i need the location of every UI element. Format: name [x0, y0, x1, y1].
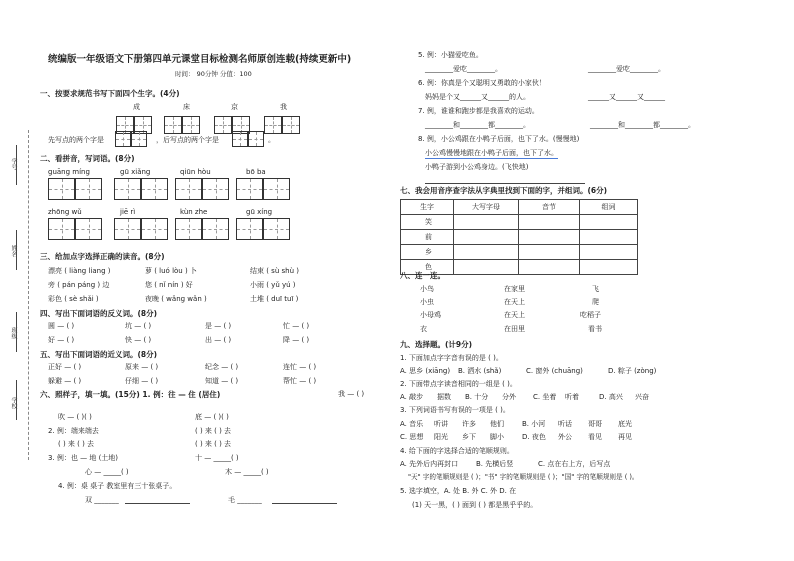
r-q5b[interactable]: ________爱吃________。 — [425, 65, 502, 73]
section-1-heading: 一、按要求规范书写下面四个生字。(4分) — [40, 89, 180, 98]
table-cell[interactable] — [454, 260, 519, 275]
option[interactable]: C. 思想 — [400, 433, 424, 441]
match-mid[interactable]: 在天上 — [504, 298, 525, 306]
match-left[interactable]: 小鸟 — [420, 285, 434, 293]
r-q7b[interactable]: ________和________都________。 — [425, 121, 530, 129]
char-wo: 我 — [280, 103, 287, 111]
option[interactable]: D. 粽子 (zòng) — [608, 367, 657, 375]
table-cell[interactable] — [580, 215, 638, 230]
table-header: 音节 — [519, 200, 580, 215]
pinyin-box[interactable] — [175, 218, 202, 240]
option[interactable]: C. 坐着 — [533, 393, 557, 401]
antonym-item[interactable]: 坑 — ( ) — [125, 322, 152, 330]
option[interactable]: 底光 — [618, 420, 632, 428]
antonym-item[interactable]: 快 — ( ) — [125, 336, 152, 344]
s9-q4b[interactable]: "天" 字的笔顺规则是 ( )；"书" 字的笔顺规则是 ( )；"国" 字的笔顺规则是 ( )。 — [408, 473, 639, 481]
pinyin-box[interactable] — [141, 178, 168, 200]
section-2-heading: 二、看拼音，写词语。(8分) — [40, 154, 135, 163]
char-jing: 京 — [231, 103, 238, 111]
option[interactable]: 脚小 — [490, 433, 504, 441]
option[interactable]: 乡下 — [462, 433, 476, 441]
pinyin-box[interactable] — [236, 178, 263, 200]
table-char: 前 — [401, 230, 454, 245]
option[interactable]: 听着 — [565, 393, 579, 401]
option[interactable]: D. 夜色 — [522, 433, 546, 441]
option[interactable]: D. 高兴 — [599, 393, 623, 401]
s6-l3a: 3. 例：也 — 地 (土地) — [48, 454, 119, 462]
table-cell[interactable] — [580, 230, 638, 245]
option[interactable]: 听讲 — [434, 420, 448, 428]
option[interactable]: 哥哥 — [588, 420, 602, 428]
match-left[interactable]: 衣 — [420, 325, 427, 333]
match-mid[interactable]: 在家里 — [504, 285, 525, 293]
match-right[interactable]: 看书 — [588, 325, 602, 333]
option[interactable]: A. 音乐 — [400, 420, 424, 428]
reading-item[interactable]: 结束 ( sù shù ) — [250, 267, 299, 275]
s6-line1a[interactable]: 吹 — ( )( ) — [58, 413, 92, 421]
writing-box[interactable] — [182, 116, 200, 134]
synonym-item[interactable]: 躲避 — ( ) — [48, 377, 82, 385]
table-header: 生字 — [401, 200, 454, 215]
reading-item[interactable]: 彩色 ( sè shǎi ) — [48, 295, 99, 303]
pinyin-box[interactable] — [48, 178, 75, 200]
s9-q2: 2. 下面带点字读音相同的一组是 ( )。 — [400, 380, 517, 388]
table-cell[interactable] — [580, 245, 638, 260]
sidebar-label-xuehao: 学号 — [10, 158, 17, 170]
pinyin-box[interactable] — [263, 178, 290, 200]
char-cheng: 成 — [133, 103, 140, 111]
antonym-item[interactable]: 是 — ( ) — [205, 322, 232, 330]
option[interactable]: 分外 — [502, 393, 516, 401]
r-q8b: 小公鸡慢慢地跟在小鸭子后面，也下了水。 — [425, 149, 558, 157]
r-q6b[interactable]: 妈妈是个又______又______的人。 — [425, 93, 530, 101]
answer-box[interactable] — [131, 131, 147, 147]
option[interactable]: B. 十分 — [465, 393, 489, 401]
writing-box[interactable] — [214, 116, 232, 134]
option[interactable]: 外公 — [558, 433, 572, 441]
s6-l3b[interactable]: 十 — _____( ) — [195, 454, 239, 462]
table-header: 大写字母 — [454, 200, 519, 215]
r-q6c[interactable]: ______又______又______ — [588, 93, 665, 101]
table-char: 色 — [401, 260, 454, 275]
s6-line1b[interactable]: 底 — ( )( ) — [195, 413, 229, 421]
char-chuang: 床 — [183, 103, 190, 111]
answer-box[interactable] — [232, 131, 248, 147]
pinyin: guāng míng — [48, 168, 90, 176]
reading-item[interactable]: 萝 ( luó lòu ) 卜 — [145, 267, 197, 275]
synonym-item[interactable]: 帮忙 — ( ) — [283, 377, 317, 385]
reading-item[interactable]: 小雨 ( yǔ yú ) — [250, 281, 296, 289]
table-header: 组词 — [580, 200, 638, 215]
s6-l4a: 4. 例：桌 桌子 教室里有三十张桌子。 — [58, 482, 177, 490]
match-right[interactable]: 吃稻子 — [580, 311, 601, 319]
answer-line[interactable] — [125, 503, 190, 504]
s1-end: 。 — [268, 136, 275, 144]
s9-q4: 4. 给下面的字选择合适的笔顺规则。 — [400, 447, 514, 455]
match-mid[interactable]: 在天上 — [504, 311, 525, 319]
r-q6: 6. 例：你真是个又聪明又勇敢的小家伙！ — [418, 79, 546, 87]
binding-line — [28, 130, 29, 460]
section-3-heading: 三、给加点字选择正确的读音。(8分) — [40, 252, 165, 261]
s9-q5b[interactable]: (1) 天一黑，( ) 面到 ( ) 都是黑乎乎的。 — [412, 501, 538, 509]
answer-box[interactable] — [248, 131, 264, 147]
match-left[interactable]: 小虫 — [420, 298, 434, 306]
antonym-item[interactable]: 降 — ( ) — [283, 336, 310, 344]
section-7-heading: 七、我会用音序查字法从字典里找到下面的字，并组词。(6分) — [400, 186, 608, 195]
pinyin: qiūn hòu — [180, 168, 211, 176]
option[interactable]: 兴奋 — [635, 393, 649, 401]
pinyin-box[interactable] — [263, 218, 290, 240]
sidebar-label-xingming: 姓名 — [10, 245, 17, 257]
table-cell[interactable] — [454, 215, 519, 230]
pinyin: bō ba — [246, 168, 266, 176]
pinyin-box[interactable] — [48, 218, 75, 240]
r-q7: 7. 例，谁谁和跑步都是我喜欢的运动。 — [418, 107, 539, 115]
s1-text1: 先写点的两个字是 — [48, 136, 104, 144]
s6-l2b[interactable]: ( ) 来 ( ) 去 — [195, 427, 232, 435]
match-mid[interactable]: 在田里 — [504, 325, 525, 333]
sidebar-blank[interactable] — [16, 312, 18, 352]
section-4-heading: 四、写出下面词语的反义词。(8分) — [40, 309, 158, 318]
synonym-item[interactable]: 正好 — ( ) — [48, 363, 82, 371]
synonym-item[interactable]: 连忙 — ( ) — [283, 363, 317, 371]
writing-box[interactable] — [164, 116, 182, 134]
pinyin-box[interactable] — [175, 178, 202, 200]
table-cell[interactable] — [454, 230, 519, 245]
s1-text2: ，后写点的两个字是 — [156, 136, 219, 144]
table-cell[interactable] — [580, 260, 638, 275]
option[interactable]: C. 窗外 (chuāng) — [526, 367, 583, 375]
reading-item[interactable]: 漂亮 ( liàng liang ) — [48, 267, 111, 275]
option[interactable]: B. 先横后竖 — [476, 460, 514, 468]
section-6-heading: 六、照样子，填一填。(15分) 1. 例：往 — 住 (居住) — [40, 390, 221, 399]
sidebar-blank[interactable] — [16, 145, 18, 185]
s6-l4b[interactable]: 双 _______ — [85, 496, 119, 504]
s9-q3: 3. 下列词语书写有误的一项是 ( )。 — [400, 406, 510, 414]
pinyin-box[interactable] — [141, 218, 168, 240]
antonym-item[interactable]: 出 — ( ) — [205, 336, 232, 344]
r-q7c[interactable]: ________和________都________。 — [590, 121, 695, 129]
answer-box[interactable] — [115, 131, 131, 147]
match-left[interactable]: 小母鸡 — [420, 311, 441, 319]
option[interactable]: 看见 — [588, 433, 602, 441]
sidebar-label-xuexiao: 学校 — [10, 397, 17, 409]
exam-meta: 时间： 90分钟 分值：100 — [175, 70, 252, 78]
answer-line[interactable] — [425, 183, 585, 184]
r-q8: 8. 例，小公鸡跟在小鸭子后面，也下了水。(慢慢地) — [418, 135, 580, 143]
table-char: 乡 — [401, 245, 454, 260]
reading-item[interactable]: 夜晚 ( wǎnɡ wǎn ) — [145, 295, 207, 303]
writing-box[interactable] — [264, 116, 282, 134]
pinyin: gū xiǎng — [120, 168, 151, 176]
r-q5: 5. 例：小猫爱吃鱼。 — [418, 51, 483, 59]
option[interactable]: A. 先外后内再封口 — [400, 460, 459, 468]
table-cell[interactable] — [519, 230, 580, 245]
antonym-item[interactable]: 好 — ( ) — [48, 336, 75, 344]
pinyin-box[interactable] — [202, 178, 229, 200]
antonym-item[interactable]: 忙 — ( ) — [283, 322, 310, 330]
pinyin-box[interactable] — [114, 178, 141, 200]
pinyin-box[interactable] — [236, 218, 263, 240]
table-cell[interactable] — [519, 215, 580, 230]
reading-item[interactable]: 土堆 ( duī tuī ) — [250, 295, 299, 303]
table-cell[interactable] — [519, 245, 580, 260]
pinyin: kùn zhe — [180, 208, 208, 216]
option[interactable]: 据数 — [437, 393, 451, 401]
option[interactable]: 阳光 — [434, 433, 448, 441]
pinyin-box[interactable] — [114, 218, 141, 240]
option[interactable]: B. 小河 — [522, 420, 546, 428]
option[interactable]: A. 思乡 (xiāng) — [400, 367, 451, 375]
s6-end1[interactable]: 我 — ( ) — [338, 390, 365, 398]
sidebar-blank[interactable] — [16, 380, 18, 420]
section-9-heading: 九、选择题。(计9分) — [400, 340, 473, 349]
pinyin: jiē rì — [120, 208, 136, 216]
answer-line[interactable] — [272, 503, 337, 504]
pinyin-box[interactable] — [202, 218, 229, 240]
page-title: 统编版一年级语文下册第四单元课堂目标检测名师原创连载(持续更新中) — [48, 54, 352, 65]
s9-q1: 1. 下面加点字字音有误的是 ( )。 — [400, 354, 503, 362]
reading-item[interactable]: 旁 ( pán páng ) 边 — [48, 281, 110, 289]
section-8-heading: 八、连一连。 — [400, 271, 445, 280]
r-q8c: 小鸭子游到小公鸡身边。(飞快地) — [425, 163, 529, 171]
option[interactable]: 再见 — [618, 433, 632, 441]
table-char: 笑 — [401, 215, 454, 230]
s9-q5[interactable]: 5. 选字填空，A. 处 B. 外 C. 外 D. 在 — [400, 487, 517, 495]
option[interactable]: B. 洒水 (shǎ) — [458, 367, 502, 375]
lookup-table — [400, 199, 638, 275]
writing-box[interactable] — [282, 116, 300, 134]
synonym-item[interactable]: 纪念 — ( ) — [205, 363, 239, 371]
s6-l3c[interactable]: 心 — _____( ) — [85, 468, 129, 476]
option[interactable]: 许多 — [462, 420, 476, 428]
option[interactable]: C. 点在右上方，后写点 — [538, 460, 611, 468]
pinyin: gū xíng — [246, 208, 273, 216]
pinyin-box[interactable] — [75, 218, 102, 240]
synonym-item[interactable]: 仔细 — ( ) — [125, 377, 159, 385]
pinyin: zhōng wǔ — [48, 208, 82, 216]
match-right[interactable]: 飞 — [592, 285, 599, 293]
sidebar-blank[interactable] — [16, 230, 18, 270]
pinyin-box[interactable] — [75, 178, 102, 200]
synonym-item[interactable]: 知道 — ( ) — [205, 377, 239, 385]
reading-item[interactable]: 您 ( nǐ nín ) 好 — [145, 281, 193, 289]
option[interactable]: 听话 — [558, 420, 572, 428]
section-5-heading: 五、写出下面词语的近义词。(8分) — [40, 350, 158, 359]
s6-l3d[interactable]: 木 — _____( ) — [225, 468, 269, 476]
table-cell[interactable] — [519, 260, 580, 275]
s6-l2c[interactable]: ( ) 来 ( ) 去 — [58, 440, 95, 448]
s6-l2a: 2. 例：端来端去 — [48, 427, 99, 435]
table-cell[interactable] — [454, 245, 519, 260]
sidebar-label-banji: 班级 — [10, 327, 17, 339]
r-q5c[interactable]: ________爱吃________。 — [588, 65, 665, 73]
option[interactable]: A. 敲步 — [400, 393, 424, 401]
s6-l4c[interactable]: 毛 _______ — [228, 496, 262, 504]
synonym-item[interactable]: 原来 — ( ) — [125, 363, 159, 371]
option[interactable]: 他们 — [490, 420, 504, 428]
s6-l2d[interactable]: ( ) 来 ( ) 去 — [195, 440, 232, 448]
match-right[interactable]: 爬 — [592, 298, 599, 306]
antonym-item[interactable]: 圆 — ( ) — [48, 322, 75, 330]
